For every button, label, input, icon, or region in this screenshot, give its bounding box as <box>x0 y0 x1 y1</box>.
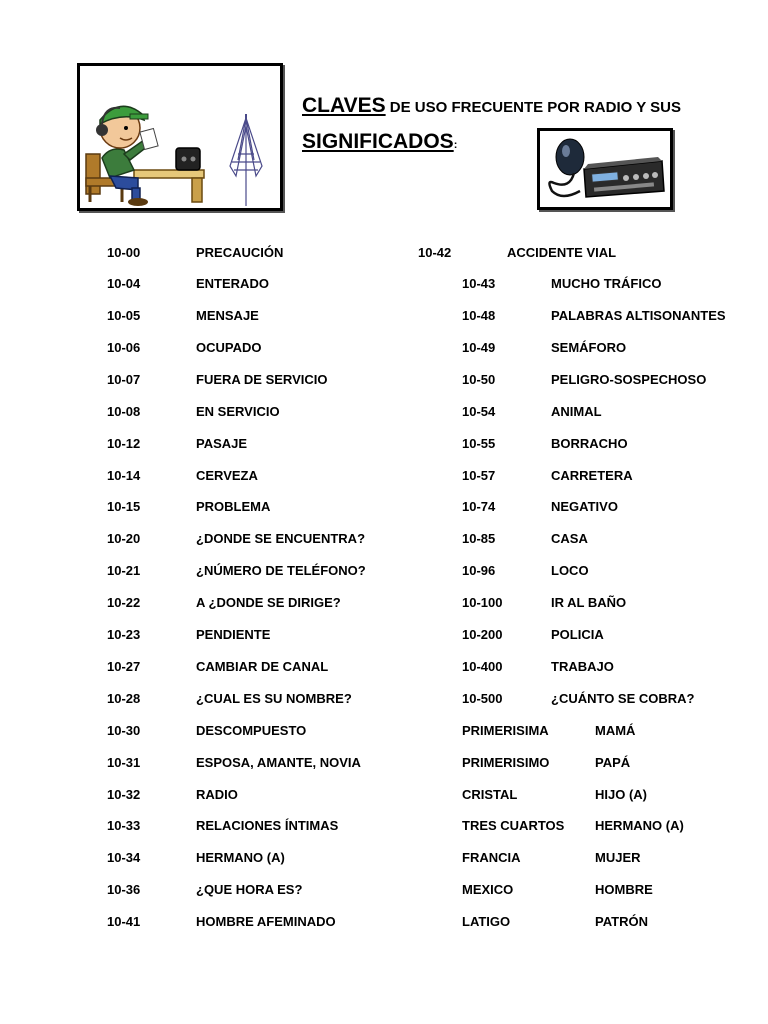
right-code: 10-500 <box>462 691 503 706</box>
right-meaning: SEMÁFORO <box>551 340 627 355</box>
left-code: 10-41 <box>107 914 141 929</box>
right-meaning: MUCHO TRÁFICO <box>551 276 662 291</box>
right-code: 10-49 <box>462 340 496 355</box>
left-code: 10-21 <box>107 563 141 578</box>
left-meaning: DESCOMPUESTO <box>196 723 307 738</box>
left-code: 10-32 <box>107 787 141 802</box>
left-meaning: MENSAJE <box>196 308 259 323</box>
left-code: 10-05 <box>107 308 141 323</box>
left-code: 10-22 <box>107 595 141 610</box>
left-code: 10-27 <box>107 659 141 674</box>
left-meaning: ¿DONDE SE ENCUENTRA? <box>196 531 366 546</box>
right-code: 10-200 <box>462 627 503 642</box>
right-meaning: HERMANO (A) <box>595 818 684 833</box>
left-meaning: RADIO <box>196 787 238 802</box>
right-meaning: MAMÁ <box>595 723 636 738</box>
left-meaning: PENDIENTE <box>196 627 271 642</box>
right-code: 10-85 <box>462 531 496 546</box>
right-code: 10-42 <box>418 245 452 260</box>
cb-radio-picture <box>537 128 673 210</box>
right-meaning: CASA <box>551 531 588 546</box>
left-code: 10-07 <box>107 372 141 387</box>
left-meaning: PRECAUCIÓN <box>196 245 284 260</box>
right-code: FRANCIA <box>462 850 521 865</box>
left-code: 10-36 <box>107 882 141 897</box>
title-subtitle: DE USO FRECUENTE POR RADIO Y SUS <box>385 99 681 116</box>
title-claves: CLAVES <box>302 94 386 117</box>
left-meaning: ¿CUAL ES SU NOMBRE? <box>196 691 352 706</box>
radio-operator-picture <box>77 63 283 211</box>
left-code: 10-00 <box>107 245 141 260</box>
left-meaning: CAMBIAR DE CANAL <box>196 659 329 674</box>
left-meaning: CERVEZA <box>196 468 258 483</box>
right-meaning: MUJER <box>595 850 641 865</box>
left-code: 10-33 <box>107 818 141 833</box>
right-meaning: NEGATIVO <box>551 499 618 514</box>
right-code: 10-50 <box>462 372 496 387</box>
right-code: MEXICO <box>462 882 514 897</box>
left-code: 10-14 <box>107 468 141 483</box>
right-meaning: ANIMAL <box>551 404 602 419</box>
cb-radio-icon <box>540 131 670 207</box>
left-code: 10-12 <box>107 436 141 451</box>
left-code: 10-15 <box>107 499 141 514</box>
right-code: LATIGO <box>462 914 511 929</box>
left-meaning: ENTERADO <box>196 276 269 291</box>
right-meaning: ¿CUÁNTO SE COBRA? <box>551 691 695 706</box>
right-meaning: LOCO <box>551 563 589 578</box>
right-code: 10-74 <box>462 499 496 514</box>
title-colon: : <box>453 139 458 151</box>
left-code: 10-04 <box>107 276 141 291</box>
right-code: 10-57 <box>462 468 496 483</box>
left-meaning: HERMANO (A) <box>196 850 285 865</box>
left-meaning: FUERA DE SERVICIO <box>196 372 328 387</box>
right-meaning: PALABRAS ALTISONANTES <box>551 308 726 323</box>
left-code: 10-28 <box>107 691 141 706</box>
right-code: 10-96 <box>462 563 496 578</box>
right-meaning: IR AL BAÑO <box>551 595 627 610</box>
right-code: 10-400 <box>462 659 503 674</box>
left-meaning: RELACIONES ÍNTIMAS <box>196 818 339 833</box>
title-line-1 <box>302 94 681 118</box>
left-meaning: ¿QUE HORA ES? <box>196 882 303 897</box>
left-code: 10-31 <box>107 755 141 770</box>
left-code: 10-20 <box>107 531 141 546</box>
right-code: CRISTAL <box>462 787 518 802</box>
title-significados: SIGNIFICADOS <box>302 130 454 153</box>
right-meaning: PATRÓN <box>595 914 648 929</box>
right-code: 10-54 <box>462 404 496 419</box>
left-meaning: HOMBRE AFEMINADO <box>196 914 336 929</box>
right-code: PRIMERISIMA <box>462 723 549 738</box>
left-meaning: OCUPADO <box>196 340 262 355</box>
left-meaning: A ¿DONDE SE DIRIGE? <box>196 595 341 610</box>
left-code: 10-30 <box>107 723 141 738</box>
right-code: TRES CUARTOS <box>462 818 565 833</box>
title-line-2 <box>302 130 457 154</box>
right-meaning: BORRACHO <box>551 436 628 451</box>
left-code: 10-23 <box>107 627 141 642</box>
right-meaning: PELIGRO-SOSPECHOSO <box>551 372 707 387</box>
right-meaning: PAPÁ <box>595 755 631 770</box>
left-meaning: EN SERVICIO <box>196 404 280 419</box>
left-code: 10-34 <box>107 850 141 865</box>
right-meaning: CARRETERA <box>551 468 633 483</box>
right-code: 10-48 <box>462 308 496 323</box>
right-code: PRIMERISIMO <box>462 755 550 770</box>
right-meaning: ACCIDENTE VIAL <box>507 245 617 260</box>
left-meaning: PASAJE <box>196 436 248 451</box>
right-meaning: POLICIA <box>551 627 604 642</box>
right-code: 10-55 <box>462 436 496 451</box>
left-meaning: ESPOSA, AMANTE, NOVIA <box>196 755 361 770</box>
left-meaning: PROBLEMA <box>196 499 271 514</box>
left-code: 10-06 <box>107 340 141 355</box>
right-meaning: TRABAJO <box>551 659 614 674</box>
right-meaning: HOMBRE <box>595 882 653 897</box>
left-meaning: ¿NÚMERO DE TELÉFONO? <box>196 563 366 578</box>
right-code: 10-43 <box>462 276 496 291</box>
right-meaning: HIJO (A) <box>595 787 647 802</box>
left-code: 10-08 <box>107 404 141 419</box>
radio-operator-icon <box>80 66 280 208</box>
right-code: 10-100 <box>462 595 503 610</box>
